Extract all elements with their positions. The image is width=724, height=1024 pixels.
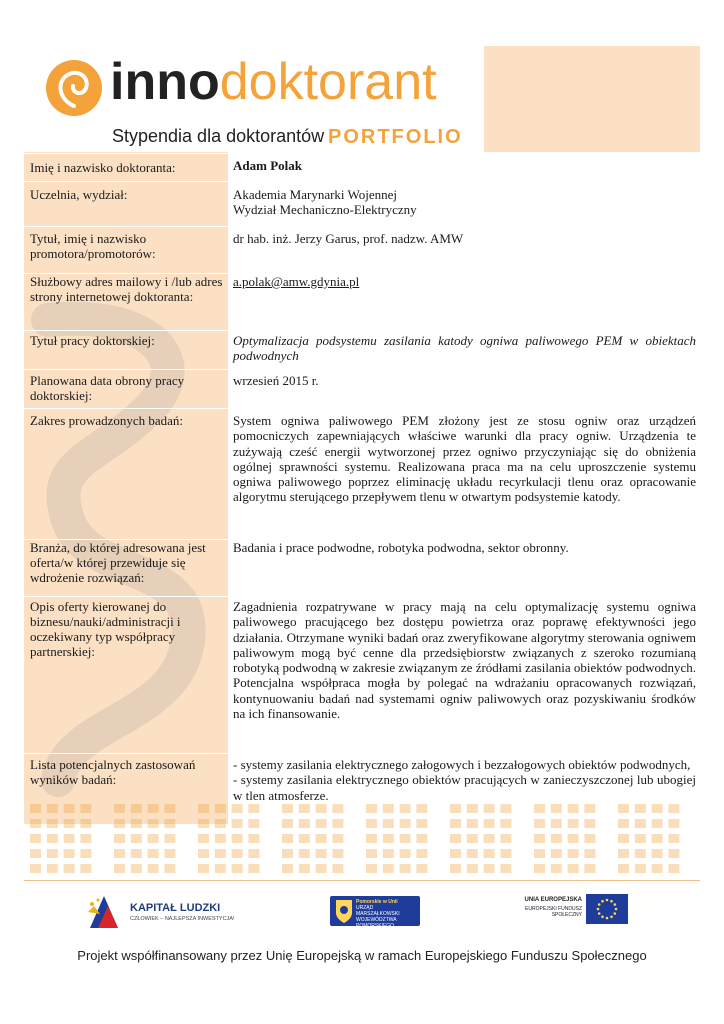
brand-logo — [110, 52, 437, 112]
row-value: System ogniwa paliwowego PEM złożony jest ze stosu ogniw oraz urządzeń pomocniczych zapewniających właściwe warunki dla pracy ogniw. Urządzenia te zużywają cześć energii wytworzonej przez ogniwo przyczyniając się do obniżenia ogólnej sprawności systemu. Realizowana praca ma na celu uproszczenie systemu ogniwa paliwowego poprzez eliminację układu recyrkulacji tlenu oraz opracowanie algorytmu sterującego przepływem tlenu w otwartym podsystemie katody. — [233, 413, 696, 505]
row-value: dr hab. inż. Jerzy Garus, prof. nadzw. AMW — [233, 231, 464, 246]
row-label: Branża, do której adresowana jest oferta/w której przewiduje się wdrożenie rozwiązań: — [30, 540, 206, 585]
brand-doktorant: doktorant — [219, 53, 437, 111]
row-thesis-title — [24, 330, 700, 369]
application-item: - systemy zasilania elektrycznego załogowych i bezzałogowych obiektów podwodnych, — [233, 757, 691, 772]
row-value: Zagadnienia rozpatrywane w pracy mają na celu optymalizację systemu ogniwa paliwowego pracującego bez dostępu powietrza oraz poprawę efektywności jego działania. Otrzymane wyniki badań oraz zweryfikowane algorytmy sterowania ogniwem paliwowym mogą być cenne dla przedsiębiorstw związanych z szeroko rozumianą robotyką podwodną w zakresie związanym ze źródłami zasilania obiektów podwodnych. Potencjalna współpraca mogła by polegać na wdrażaniu opracowanych rozwiązań, kontynuowaniu badań nad systemami ogniw paliwowych oraz pozyskiwaniu środków na ich finansowanie. — [233, 599, 696, 722]
row-label: Lista potencjalnych zastosowań wyników badań: — [30, 757, 196, 787]
pomorskie-text — [356, 899, 418, 929]
pomorskie-subtitle: URZĄD MARSZAŁKOWSKI WOJEWÓDZTWA POMORSKIEGO — [356, 905, 400, 929]
row-label: Imię i nazwisko doktoranta: — [30, 160, 176, 175]
footer-divider — [24, 880, 700, 881]
project-cofinancing-note: Projekt współfinansowany przez Unię Europejską w ramach Europejskiego Funduszu Społecznego — [77, 948, 647, 963]
student-name: Adam Polak — [233, 158, 302, 173]
email-link[interactable]: a.polak@amw.gdynia.pl — [233, 274, 360, 289]
row-value: Optymalizacja podsystemu zasilania katody ogniwa paliwowego PEM w obiektach podwodnych — [233, 333, 696, 364]
row-label: Uczelnia, wydział: — [30, 187, 128, 202]
faculty-name: Wydział Mechaniczno-Elektryczny — [233, 202, 417, 218]
row-label: Opis oferty kierowanej do biznesu/nauki/administracji i oczekiwany typ współpracy partnerskiej: — [30, 599, 181, 659]
row-offer — [24, 596, 700, 753]
row-university — [24, 181, 700, 226]
row-value: wrzesień 2015 r. — [233, 373, 319, 388]
eu-subtitle: EUROPEJSKI FUNDUSZ SPOŁECZNY — [525, 906, 582, 918]
application-item: - systemy zasilania elektrycznego obiektów pracujących w zanieczyszczonej lub ubogiej w tlen atmosferze. — [233, 772, 696, 803]
portfolio-label: PORTFOLIO — [328, 126, 463, 148]
row-supervisor — [24, 226, 700, 273]
eu-flag-icon — [586, 894, 628, 924]
row-label: Planowana data obrony pracy doktorskiej: — [30, 373, 185, 403]
row-email — [24, 273, 700, 330]
university-name: Akademia Marynarki Wojennej — [233, 187, 398, 202]
row-industry — [24, 539, 700, 596]
kapital-ludzki-subtitle: CZŁOWIEK – NAJLEPSZA INWESTYCJA! — [130, 916, 235, 922]
row-value — [233, 757, 696, 803]
header-subtitle: Stypendia dla doktorantów — [112, 126, 325, 146]
row-label: Służbowy adres mailowy i /lub adres strony internetowej doktoranta: — [30, 274, 223, 304]
kapital-ludzki-title: KAPITAŁ LUDZKI — [130, 902, 221, 914]
pomorskie-title: Pomorskie w Unii — [356, 899, 398, 905]
row-label: Tytuł, imię i nazwisko promotora/promotorów: — [30, 231, 156, 261]
row-value — [233, 187, 696, 218]
row-name — [24, 153, 700, 181]
row-research-scope — [24, 408, 700, 539]
row-applications — [24, 753, 700, 824]
row-label: Zakres prowadzonych badań: — [30, 413, 184, 428]
row-defense-date — [24, 369, 700, 408]
innodoktorant-logo-icon — [46, 60, 102, 116]
eu-title: UNIA EUROPEJSKA — [524, 897, 582, 903]
row-value: Badania i prace podwodne, robotyka podwodna, sektor obronny. — [233, 540, 569, 555]
row-label: Tytuł pracy doktorskiej: — [30, 333, 155, 348]
brand-inno: inno — [110, 53, 220, 111]
